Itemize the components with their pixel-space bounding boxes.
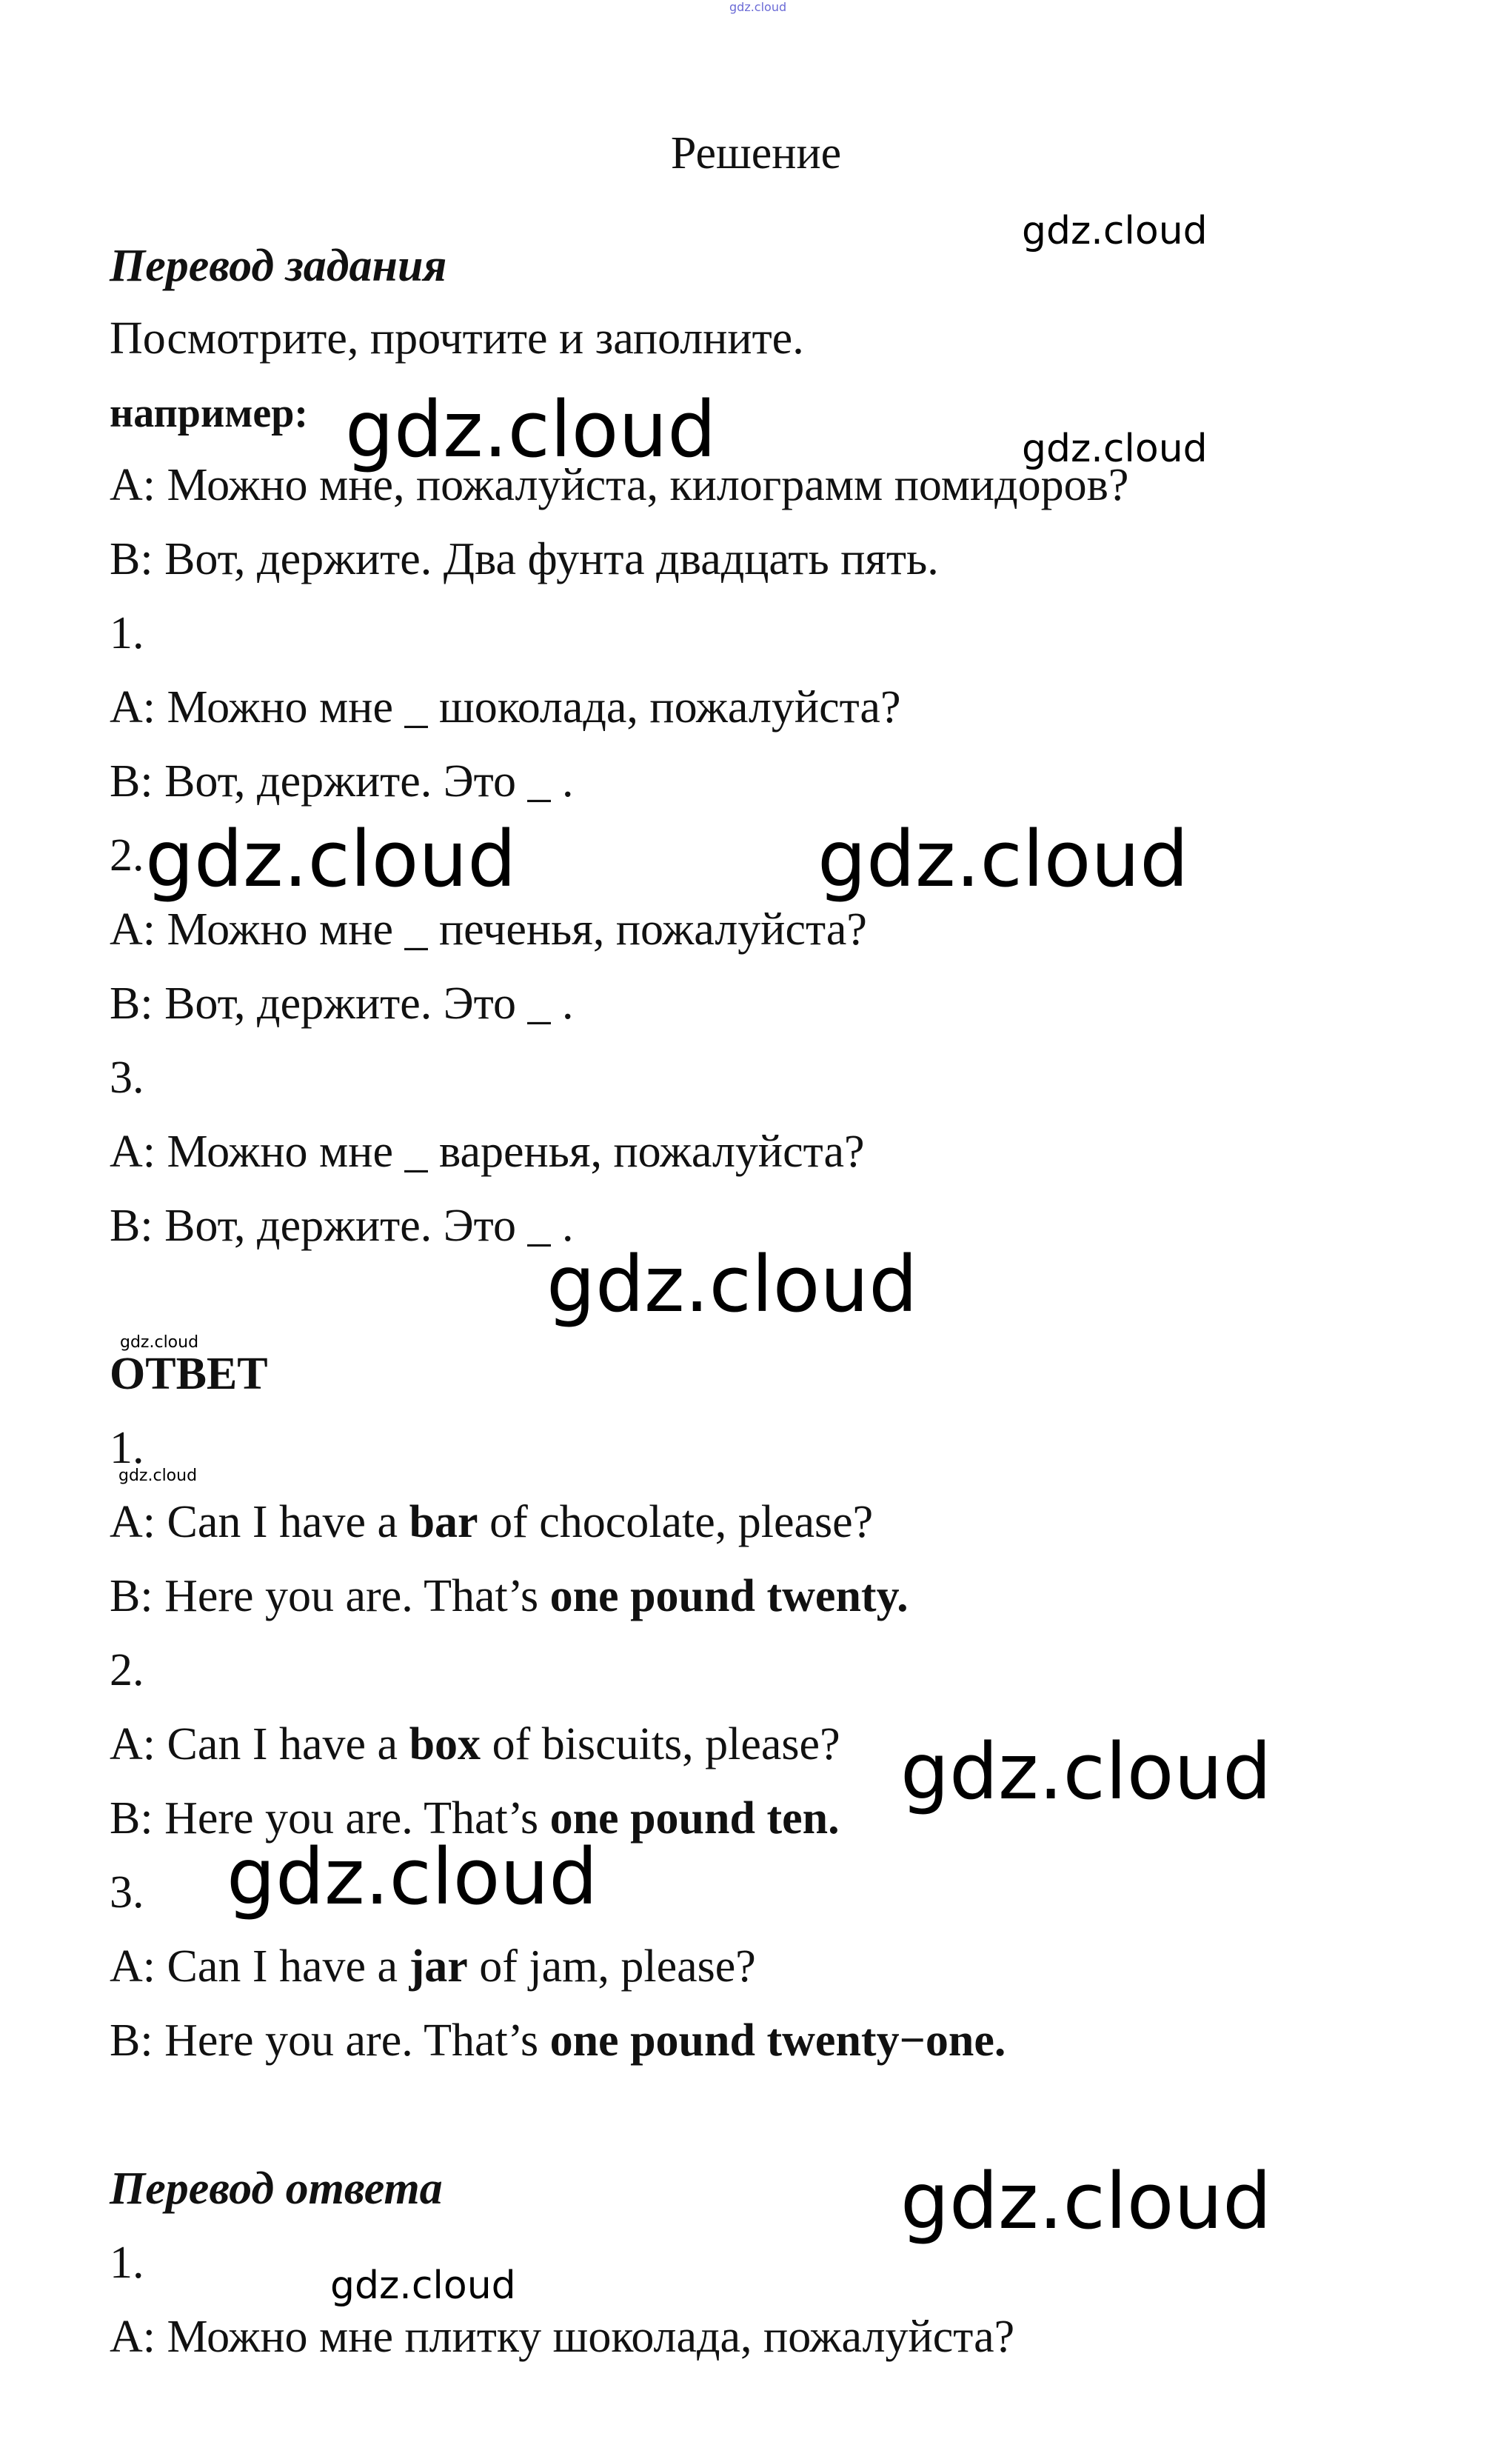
watermark: gdz.cloud xyxy=(227,1832,598,1922)
watermark: gdz.cloud xyxy=(546,1239,918,1330)
watermark: gdz.cloud xyxy=(1022,427,1208,471)
answer-line-b: B: Here you are. That’s one pound twenty−one. xyxy=(110,2015,1006,2066)
answer-line-a: A: Can I have a bar of chocolate, please? xyxy=(110,1497,874,1547)
task-item-line-a: A: Можно мне _ печенья, пожалуйста? xyxy=(110,904,867,955)
watermark-top: gdz.cloud xyxy=(729,0,787,14)
answer-price: one pound ten. xyxy=(549,1793,840,1844)
task-item-line-b: B: Вот, держите. Это _ . xyxy=(110,978,574,1029)
watermark: gdz.cloud xyxy=(817,814,1189,904)
answer-item-number: 2. xyxy=(110,1645,144,1695)
answer-line-b: B: Here you are. That’s one pound twenty. xyxy=(110,1571,909,1621)
answer-translation-item-number: 1. xyxy=(110,2238,144,2288)
answer-keyword: bar xyxy=(409,1497,478,1547)
answer-keyword: box xyxy=(409,1719,481,1769)
watermark: gdz.cloud xyxy=(330,2263,516,2308)
answer-price: one pound twenty−one. xyxy=(549,2015,1006,2066)
answer-line-a: A: Can I have a box of biscuits, please? xyxy=(110,1719,840,1769)
task-item-line-a: A: Можно мне _ шоколада, пожалуйста? xyxy=(110,682,901,733)
task-item-line-b: B: Вот, держите. Это _ . xyxy=(110,756,574,807)
answer-translation-line-a: A: Можно мне плитку шоколада, пожалуйста? xyxy=(110,2312,1015,2362)
example-label: например: xyxy=(110,390,308,436)
watermark: gdz.cloud xyxy=(900,2156,1272,2246)
answer-item-number: 3. xyxy=(110,1867,144,1918)
page-title: Решение xyxy=(670,128,842,179)
watermark: gdz.cloud xyxy=(345,384,717,475)
answer-line-a: A: Can I have a jar of jam, please? xyxy=(110,1941,756,1992)
task-item-number: 2. xyxy=(110,830,144,881)
watermark: gdz.cloud xyxy=(1022,209,1208,253)
task-item-number: 1. xyxy=(110,608,144,658)
watermark: gdz.cloud xyxy=(118,1467,198,1485)
answer-line-b: B: Here you are. That’s one pound ten. xyxy=(110,1793,840,1844)
example-line-a: A: Можно мне, пожалуйста, килограмм помидоров? xyxy=(110,460,1129,510)
task-item-number: 3. xyxy=(110,1052,144,1103)
answer-keyword: jar xyxy=(409,1941,468,1992)
answer-translation-heading: Перевод ответа xyxy=(110,2164,443,2214)
example-line-b: B: Вот, держите. Два фунта двадцать пять. xyxy=(110,534,939,584)
answer-heading: ОТВЕТ xyxy=(110,1349,268,1399)
watermark: gdz.cloud xyxy=(145,814,517,904)
watermark: gdz.cloud xyxy=(900,1727,1272,1817)
task-item-line-a: A: Можно мне _ варенья, пожалуйста? xyxy=(110,1127,865,1177)
task-item-line-b: B: Вот, держите. Это _ . xyxy=(110,1201,574,1251)
task-instruction: Посмотрите, прочтите и заполните. xyxy=(110,313,804,364)
answer-price: one pound twenty. xyxy=(549,1571,909,1621)
watermark: gdz.cloud xyxy=(120,1333,199,1352)
task-heading: Перевод задания xyxy=(110,241,447,291)
answer-item-number: 1. xyxy=(110,1423,144,1473)
